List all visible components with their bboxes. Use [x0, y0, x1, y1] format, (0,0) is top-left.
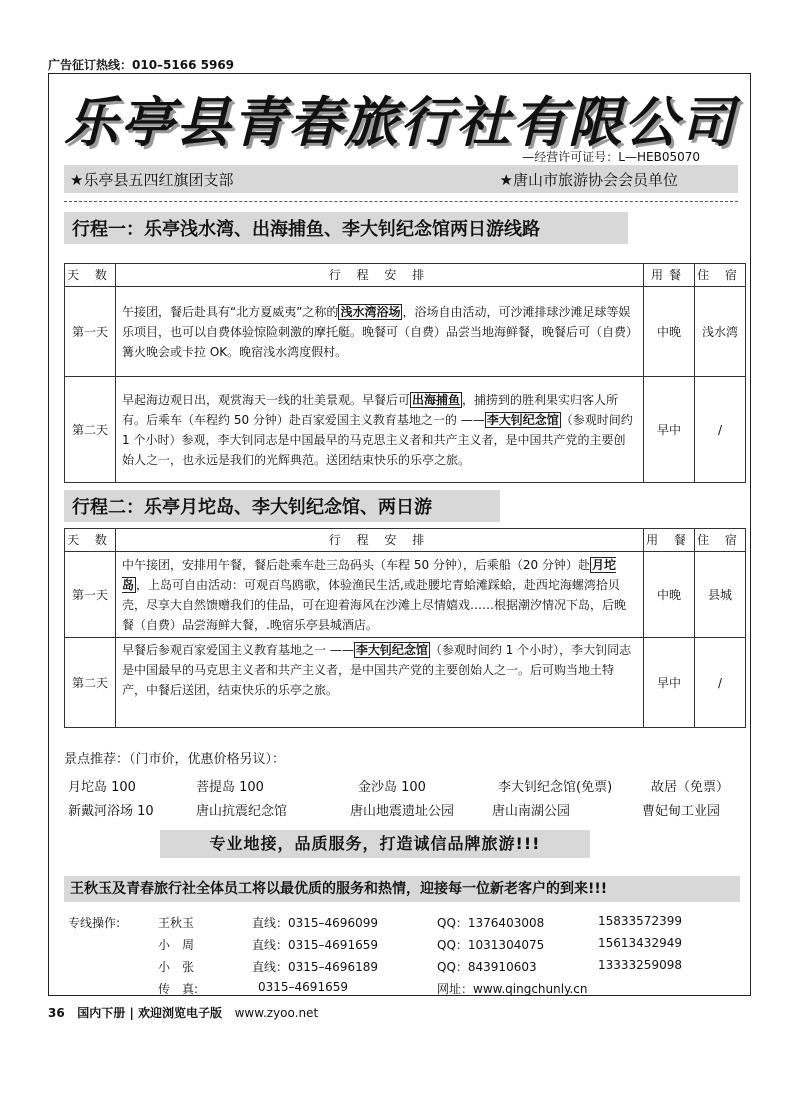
route2-table: [64, 528, 746, 728]
footer-site: www.zyoo.net: [234, 1006, 319, 1020]
footer-welcome: 欢迎浏览电子版: [138, 1006, 223, 1020]
meal-cell: 早中: [644, 377, 695, 483]
contact-tel: 直线：0315–4696099: [252, 916, 378, 930]
plan-text: ，浴场自由活动，可沙滩排球沙滩足球等娱乐项目，也可以自费体验惊险刺激的摩托艇。晚餐可（自费）品尝当地海鲜餐，晚餐后可（自费）篝火晚会或卡拉 OK。晚宿浅水湾度假村。: [122, 304, 633, 359]
highlight-spot: 浅水湾浴场: [340, 304, 401, 319]
contact-mobile: 15613432949: [598, 936, 682, 950]
contacts-label: 专线操作:: [68, 916, 121, 930]
header-day: 天 数: [65, 264, 116, 287]
contact-name: 王秋玉: [158, 916, 195, 930]
highlight-spot: 李大钊纪念馆: [486, 412, 559, 427]
contact-tel: 直线：0315–4696189: [252, 960, 378, 974]
header-meal: 用餐: [644, 264, 695, 287]
page-number: 36: [48, 1006, 65, 1020]
table-header-row: [65, 529, 746, 552]
contact-qq: QQ：843910603: [437, 960, 537, 974]
recommend-item: 唐山南湖公园: [492, 804, 571, 819]
recommend-item: 唐山抗震纪念馆: [196, 804, 288, 819]
contact-tel: 直线：0315–4691659: [252, 938, 378, 952]
recommend-item: 李大钊纪念馆(免票): [498, 780, 613, 795]
plan-text: （参观时间约 1 个小时），李大钊同志是中国最早的马克思主义者和共产主义者，是中国共产党的主要创始人之一。后可购当地土特产，中餐后送团，结束快乐的乐亭之旅。: [122, 643, 632, 697]
stay-cell: 浅水湾: [695, 287, 746, 377]
table-header-row: [65, 264, 746, 287]
header-stay: 住 宿: [695, 264, 746, 287]
contact-qq: QQ：1031304075: [437, 938, 545, 952]
dashed-divider: [64, 201, 738, 202]
recommend-item: 曹妃甸工业园: [642, 804, 721, 819]
plan-cell: [116, 552, 644, 638]
day-cell: 第一天: [65, 287, 116, 377]
footer-section: 国内下册: [77, 1006, 126, 1020]
meal-cell: 早中: [644, 638, 695, 728]
table-row: [65, 377, 746, 483]
page-footer: 36 国内下册 | 欢迎浏览电子版 www.zyoo.net: [48, 1006, 319, 1020]
ad-hotline: 广告征订热线：010–5166 5969: [48, 58, 235, 72]
meal-cell: 中晚: [644, 552, 695, 638]
contact-qq: QQ：1376403008: [437, 916, 545, 930]
day-cell: 第二天: [65, 638, 116, 728]
license-number: —经营许可证号：L—HEB05070: [522, 150, 700, 164]
header-plan: 行 程 安 排: [116, 264, 644, 287]
header-meal: 用 餐: [644, 529, 695, 552]
highlight-spot: 李大钊纪念馆: [355, 643, 428, 657]
plan-cell: [116, 287, 644, 377]
slogan-banner: 专业地接，品质服务，打造诚信品牌旅游!!!: [160, 830, 590, 858]
route2-title: 行程二：乐亭月坨岛、李大钊纪念馆、两日游: [64, 490, 500, 522]
plan-text: 中午接团，安排用午餐，餐后赴乘车赴三岛码头（车程 50 分钟），后乘船（20 分钟）赴: [122, 557, 590, 572]
plan-cell: [116, 377, 644, 483]
header-day: 天 数: [65, 529, 116, 552]
plan-text: ，上岛可自由活动：可观百鸟鸥歌，体验渔民生活,或赴腰坨青蛤滩踩蛤，赴西坨海螺湾拾贝壳，尽享大自然馈赠我们的佳品，可在迎着海风在沙滩上尽情嬉戏……根据潮汐情况下岛，后晚餐（自费）品尝海鲜大餐，.晚宿乐亭县城酒店。: [122, 577, 627, 632]
fax-label: 传 真:: [158, 982, 199, 996]
highlight-spot: 月坨岛: [122, 557, 617, 592]
recommend-title: 景点推荐：（门市价，优惠价格另议）：: [64, 752, 286, 767]
recommend-item: 月坨岛 100: [68, 780, 136, 795]
recommend-item: 菩提岛 100: [196, 780, 264, 795]
plan-text: 午接团，餐后赴具有“北方夏威夷”之称的: [122, 304, 339, 319]
route1-table: [64, 263, 746, 483]
contact-mobile: 13333259098: [598, 958, 682, 972]
welcome-banner: 王秋玉及青春旅行社全体员工将以最优质的服务和热情，迎接每一位新老客户的到来!!!: [64, 876, 740, 902]
contact-name: 小 张: [158, 960, 195, 974]
header-stay: 住 宿: [695, 529, 746, 552]
company-name: 乐亭县青春旅行社有限公司: [64, 90, 736, 154]
website: 网址：www.qingchunly.cn: [437, 982, 588, 996]
branch-left: ★乐亭县五四红旗团支部: [70, 171, 234, 189]
affiliation-bar: [64, 165, 738, 193]
recommend-item: 故居（免票）: [651, 780, 730, 795]
branch-right: ★唐山市旅游协会会员单位: [499, 171, 678, 189]
contact-mobile: 15833572399: [598, 914, 682, 928]
header-plan: 行 程 安 排: [116, 529, 644, 552]
day-cell: 第二天: [65, 377, 116, 483]
plan-text: （参观时间约 1 个小时）参观，李大钊同志是中国最早的马克思主义者和共产主义者，是中国共产党的主要创始人之一，也永远是我们的光辉典范。送团结束快乐的乐亭之旅。: [122, 412, 633, 467]
fax-number: 0315–4691659: [258, 980, 348, 994]
table-row: [65, 287, 746, 377]
stay-cell: 县城: [695, 552, 746, 638]
highlight-spot: 出海捕鱼: [412, 392, 461, 407]
stay-cell: /: [695, 377, 746, 483]
stay-cell: /: [695, 638, 746, 728]
route1-title: 行程一：乐亭浅水湾、出海捕鱼、李大钊纪念馆两日游线路: [64, 212, 628, 244]
plan-cell: [116, 638, 644, 728]
recommend-item: 新戴河浴场 10: [68, 804, 154, 819]
plan-text: ，捕捞到的胜利果实归客人所有。后乘车（车程约 50 分钟）赴百家爱国主义教育基地之一的 ——: [122, 392, 619, 427]
day-cell: 第一天: [65, 552, 116, 638]
meal-cell: 中晚: [644, 287, 695, 377]
recommend-item: 唐山地震遗址公园: [350, 804, 455, 819]
table-row: [65, 552, 746, 638]
table-row: [65, 638, 746, 728]
recommend-item: 金沙岛 100: [358, 780, 426, 795]
plan-text: 早餐后参观百家爱国主义教育基地之一 ——: [122, 643, 354, 657]
contact-name: 小 周: [158, 938, 195, 952]
plan-text: 早起海边观日出，观赏海天一线的壮美景观。早餐后可: [122, 392, 411, 407]
